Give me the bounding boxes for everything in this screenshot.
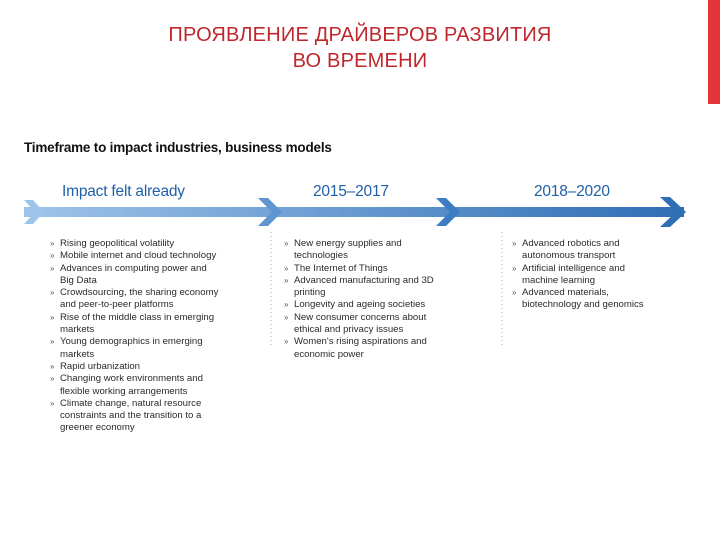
- driver-item: [50, 287, 222, 312]
- figure-title: Timeframe to impact industries, business models: [24, 140, 332, 155]
- bullet-icon: »: [284, 312, 289, 322]
- bullet-icon: »: [512, 263, 517, 273]
- timeline-band: [24, 207, 684, 217]
- driver-item: [512, 238, 657, 263]
- driver-item: [284, 299, 434, 311]
- period-2-drivers-list: [284, 238, 434, 361]
- driver-text: Changing work environments and flexible working arrangements: [60, 373, 203, 397]
- driver-item: [50, 312, 222, 337]
- slide-title-line-1: ПРОЯВЛЕНИЕ ДРАЙВЕРОВ РАЗВИТИЯ: [168, 24, 552, 46]
- driver-item: [284, 238, 434, 263]
- driver-text: Longevity and ageing societies: [294, 299, 426, 311]
- driver-text: Advanced manufacturing and 3D printing: [294, 274, 434, 299]
- bullet-icon: »: [284, 263, 289, 273]
- bullet-icon: »: [50, 374, 55, 384]
- driver-text: Rising geopolitical volatility: [60, 238, 175, 249]
- bullet-icon: »: [284, 337, 289, 347]
- driver-item: [512, 287, 657, 312]
- bullet-icon: »: [50, 263, 55, 273]
- driver-text: Crowdsourcing, the sharing economy and peer-to-peer platforms: [60, 287, 219, 311]
- driver-item: [284, 312, 434, 337]
- driver-text: Climate change, natural resource constraints and the transition to a greener economy: [60, 397, 202, 434]
- driver-item: [50, 238, 222, 250]
- bullet-icon: »: [512, 288, 517, 298]
- bullet-icon: »: [50, 398, 55, 408]
- driver-text: Women's rising aspirations and economic power: [294, 336, 427, 360]
- period-label-1: Impact felt already: [62, 183, 185, 200]
- driver-item: [50, 250, 222, 262]
- period-3-drivers-list: [512, 238, 657, 312]
- driver-item: [50, 373, 222, 398]
- bullet-icon: »: [50, 251, 55, 261]
- driver-text: Rapid urbanization: [60, 360, 141, 372]
- period-label-3: 2018–2020: [534, 183, 610, 200]
- driver-item: [50, 336, 222, 361]
- driver-text: Artificial intelligence and machine learning: [522, 262, 625, 286]
- driver-text: Advanced robotics and autonomous transport: [522, 238, 620, 262]
- bullet-icon: »: [50, 239, 55, 248]
- period-label-2: 2015–2017: [313, 183, 389, 200]
- driver-text: Young demographics in emerging markets: [60, 336, 203, 360]
- driver-text: Mobile internet and cloud technology: [60, 250, 217, 262]
- driver-text: Advanced materials, biotechnology and genomics: [522, 287, 644, 311]
- driver-text: Advances in computing power and Big Data: [60, 262, 207, 286]
- driver-item: [284, 263, 434, 275]
- bullet-icon: »: [50, 337, 55, 347]
- driver-item: [50, 398, 222, 435]
- bullet-icon: »: [50, 312, 55, 322]
- slide-title-line-2: ВО ВРЕМЕНИ: [292, 50, 428, 72]
- driver-text: New energy supplies and technologies: [294, 238, 402, 262]
- driver-text: Rise of the middle class in emerging markets: [60, 311, 215, 336]
- driver-item: [284, 275, 434, 300]
- bullet-icon: »: [50, 288, 55, 298]
- driver-item: [50, 361, 222, 373]
- bullet-icon: »: [512, 239, 517, 248]
- bullet-icon: »: [284, 275, 289, 285]
- driver-item: [512, 263, 657, 288]
- driver-text: The Internet of Things: [294, 262, 388, 274]
- bullet-icon: »: [284, 239, 289, 248]
- bullet-icon: »: [50, 361, 55, 371]
- bullet-icon: »: [284, 300, 289, 310]
- driver-item: [50, 263, 222, 288]
- driver-text: New consumer concerns about ethical and privacy issues: [294, 311, 427, 336]
- period-1-drivers-list: [50, 238, 222, 435]
- driver-item: [284, 336, 434, 361]
